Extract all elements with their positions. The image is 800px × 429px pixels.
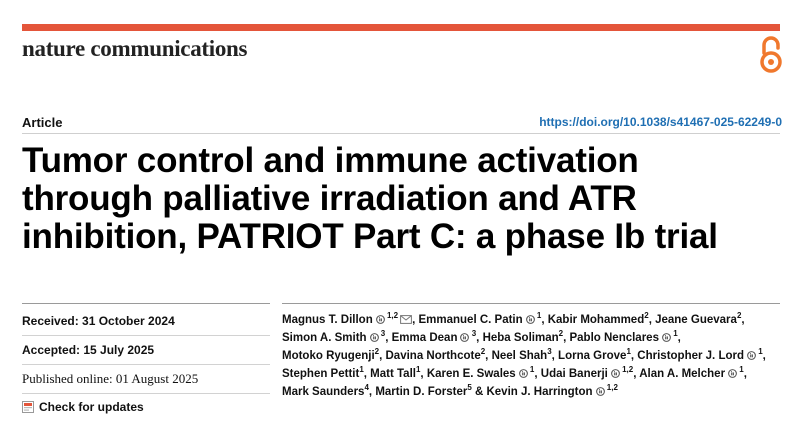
affiliation-marker: 4: [364, 383, 369, 393]
author-name[interactable]: Martin D. Forster: [375, 386, 468, 398]
doi-link[interactable]: https://doi.org/10.1038/s41467-025-62249-0: [539, 115, 782, 129]
article-type: Article: [22, 115, 63, 130]
author-separator: ,: [630, 350, 635, 362]
accepted-date: Accepted: 15 July 2025: [22, 343, 155, 357]
author-separator: ,: [551, 350, 555, 362]
author-separator: ,: [741, 314, 745, 326]
orcid-icon[interactable]: [611, 369, 620, 378]
affiliation-marker: 1: [737, 365, 744, 375]
author-separator: ,: [385, 332, 389, 344]
author-entry: [282, 329, 389, 344]
author-entry: [558, 347, 635, 362]
author-separator: ,: [648, 314, 652, 326]
affiliation-marker: 2: [558, 329, 564, 339]
author-name[interactable]: Kabir Mohammed: [547, 314, 645, 326]
affiliation-marker: 2: [736, 311, 742, 321]
author-name[interactable]: Mark Saunders: [282, 386, 365, 398]
author-separator: ,: [420, 368, 424, 380]
affiliation-marker: 5: [467, 383, 472, 393]
affiliation-marker: 1,2: [384, 311, 399, 321]
orcid-icon[interactable]: [596, 387, 605, 396]
dates-row-divider: [22, 364, 270, 365]
affiliation-marker: 2: [374, 347, 380, 357]
author-entry: [282, 347, 383, 362]
authors-divider: [282, 303, 780, 304]
affiliation-marker: 1: [527, 365, 535, 375]
author-name[interactable]: Davina Northcote: [385, 350, 481, 362]
journal-name[interactable]: nature communications: [22, 36, 248, 61]
author-entry: [547, 311, 652, 326]
author-separator: ,: [743, 368, 747, 380]
orcid-icon[interactable]: [526, 315, 535, 324]
affiliation-marker: 1,2: [604, 383, 618, 393]
author-separator: ,: [541, 314, 545, 326]
author-name[interactable]: Stephen Pettit: [282, 368, 360, 380]
affiliation-marker: 3: [547, 347, 552, 357]
author-name[interactable]: Emmanuel C. Patin: [418, 314, 523, 326]
author-entry: [639, 365, 747, 380]
affiliation-marker: 1: [670, 329, 678, 339]
author-separator: ,: [762, 350, 766, 362]
orcid-icon[interactable]: [370, 333, 379, 342]
author-name[interactable]: Kevin J. Harrington: [486, 386, 593, 398]
affiliation-marker: 1: [359, 365, 364, 375]
affiliation-marker: 1: [415, 365, 421, 375]
title-line: through palliative irradiation and ATR: [22, 179, 637, 218]
check-for-updates-label: Check for updates: [39, 400, 144, 414]
affiliation-marker: 1: [626, 347, 631, 357]
affiliation-marker: 1,2: [619, 365, 634, 375]
affiliation-marker: 2: [644, 311, 649, 321]
orcid-icon[interactable]: [376, 315, 385, 324]
open-access-icon: [758, 36, 784, 74]
article-title: [22, 142, 762, 256]
author-list: [282, 311, 782, 401]
author-separator: ,: [633, 368, 637, 380]
title-line: inhibition, PATRIOT Part C: a phase Ib trial: [22, 217, 718, 256]
author-entry: [569, 329, 681, 344]
author-entry: [391, 329, 480, 344]
journal-accent-bar: [22, 24, 780, 31]
author-name[interactable]: Matt Tall: [370, 368, 416, 380]
author-name[interactable]: Heba Soliman: [482, 332, 559, 344]
author-entry: [385, 347, 489, 362]
author-name[interactable]: Lorna Grove: [558, 350, 627, 362]
author-entry: [282, 383, 373, 398]
dates-divider: [22, 303, 270, 304]
affiliation-marker: 3: [378, 329, 386, 339]
affiliation-marker: 2: [480, 347, 486, 357]
author-name[interactable]: Udai Banerji: [540, 368, 608, 380]
author-entry: [540, 365, 637, 380]
orcid-icon[interactable]: [519, 369, 528, 378]
author-name[interactable]: Karen E. Swales: [426, 368, 516, 380]
author-separator: ,: [368, 386, 373, 398]
author-separator: ,: [534, 368, 538, 380]
author-separator: ,: [379, 350, 383, 362]
author-name[interactable]: Motoko Ryugenji: [282, 350, 375, 362]
check-for-updates-button[interactable]: [22, 400, 144, 414]
header-divider: [22, 133, 780, 134]
author-name[interactable]: Magnus T. Dillon: [282, 314, 373, 326]
author-entry: [491, 347, 555, 362]
author-entry: [486, 383, 618, 398]
author-entry: [426, 365, 538, 380]
author-name[interactable]: Pablo Nenclares: [569, 332, 659, 344]
author-name[interactable]: Neel Shah: [491, 350, 548, 362]
author-name[interactable]: Jeane Guevara: [655, 314, 737, 326]
author-entry: [418, 311, 545, 326]
orcid-icon[interactable]: [747, 351, 756, 360]
author-entry: [482, 329, 567, 344]
affiliation-marker: 1: [756, 347, 763, 357]
author-entry: [655, 311, 745, 326]
author-entry: [370, 365, 424, 380]
author-separator: ,: [363, 368, 367, 380]
author-separator: ,: [563, 332, 567, 344]
dates-row-divider: [22, 393, 270, 394]
check-for-updates-icon: [22, 401, 34, 413]
author-separator: ,: [677, 332, 681, 344]
received-date: Received: 31 October 2024: [22, 314, 175, 328]
title-line: Tumor control and immune activation: [22, 141, 639, 180]
author-separator: &: [471, 386, 484, 398]
dates-row-divider: [22, 335, 270, 336]
author-separator: ,: [476, 332, 480, 344]
author-name[interactable]: Emma Dean: [391, 332, 458, 344]
published-date: Published online: 01 August 2025: [22, 371, 199, 386]
author-entry: [637, 347, 766, 362]
author-name[interactable]: Alan A. Melcher: [639, 368, 726, 380]
author-entry: [282, 311, 416, 326]
author-name[interactable]: Christopher J. Lord: [637, 350, 744, 362]
orcid-icon[interactable]: [728, 369, 737, 378]
author-separator: ,: [412, 314, 416, 326]
author-entry: [375, 383, 484, 398]
email-icon[interactable]: [400, 315, 412, 324]
author-name[interactable]: Simon A. Smith: [282, 332, 367, 344]
author-entry: [282, 365, 367, 380]
affiliation-marker: 3: [469, 329, 477, 339]
affiliation-marker: 1: [534, 311, 542, 321]
author-separator: ,: [485, 350, 489, 362]
orcid-icon[interactable]: [662, 333, 671, 342]
